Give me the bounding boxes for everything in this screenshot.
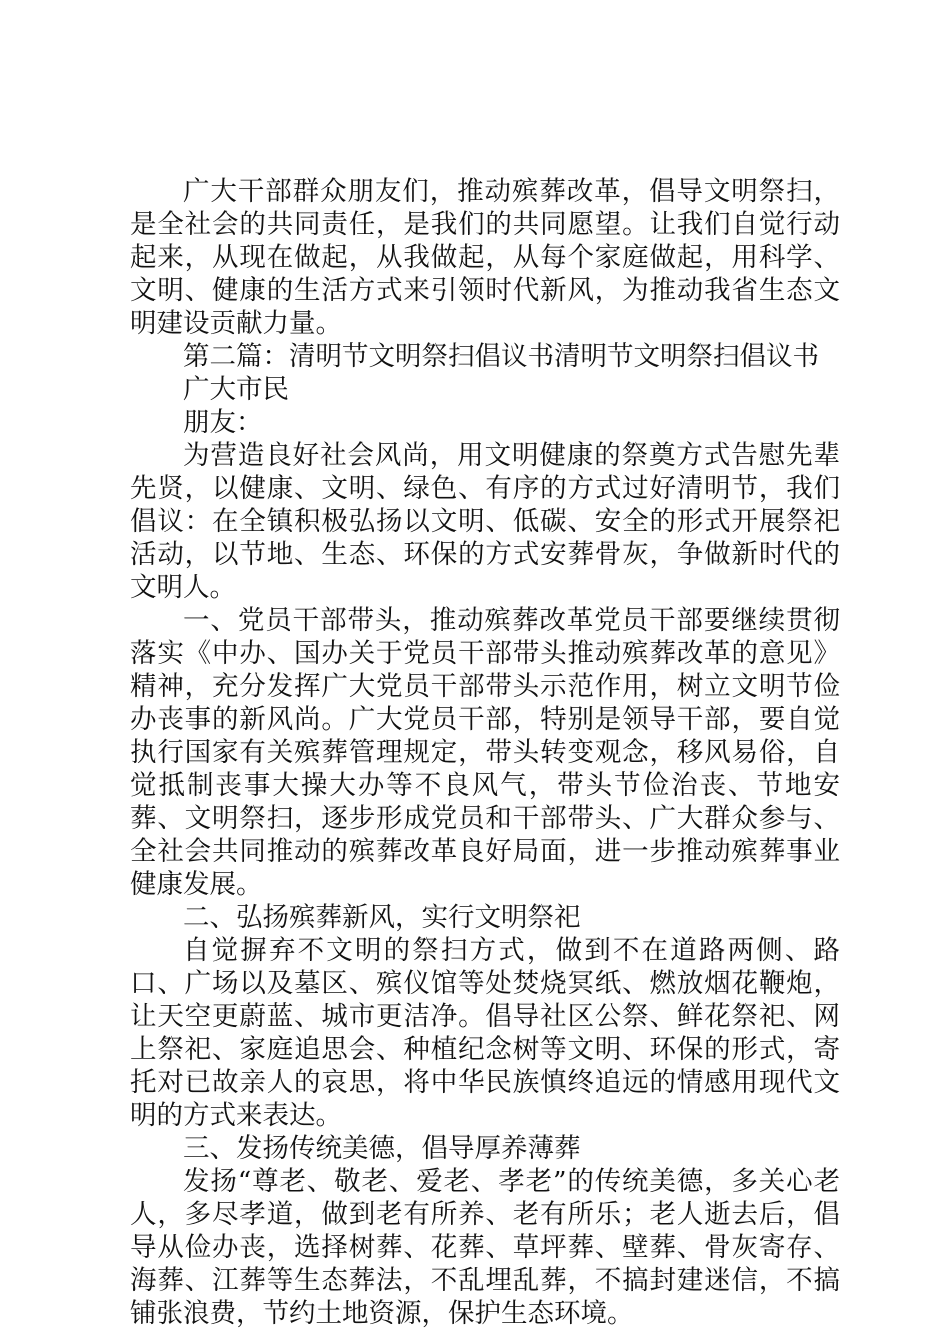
paragraph-point-two: 自觉摒弃不文明的祭扫方式，做到不在道路两侧、路口、广场以及墓区、殡仪馆等处焚烧冥纸、燃放烟花鞭炮，让天空更蔚蓝、城市更洁净。倡导社区公祭、鲜花祭祀、网上祭祀、家庭追思会、种植纪念树等文明、环保的形式，寄托对已故亲人的哀思，将中华民族慎终追远的情感用现代文明的方式来表达。 <box>130 935 840 1131</box>
salutation-line-1: 广大市民 <box>183 374 289 405</box>
paragraph-point-one: 一、党员干部带头，推动殡葬改革党员干部要继续贯彻落实《中办、国办关于党员干部带头推动殡葬改革的意见》精神，充分发挥广大党员干部带头示范作用，树立文明节俭办丧事的新风尚。广大党员干部，特别是领导干部，要自觉执行国家有关殡葬管理规定，带头转变观念，移风易俗，自觉抵制丧事大操大办等不良风气，带头节俭治丧、节地安葬、文明祭扫，逐步形成党员和干部带头、广大群众参与、全社会共同推动的殡葬改革良好局面，进一步推动殡葬事业健康发展。 <box>130 605 840 900</box>
section-heading-part-two: 第二篇：清明节文明祭扫倡议书清明节文明祭扫倡议书 <box>183 341 819 372</box>
paragraph-closing-appeal: 广大干部群众朋友们，推动殡葬改革，倡导文明祭扫，是全社会的共同责任，是我们的共同愿望。让我们自觉行动起来，从现在做起，从我做起，从每个家庭做起，用科学、文明、健康的生活方式来引领时代新风，为推动我省生态文明建设贡献力量。 <box>130 176 840 339</box>
paragraph-point-three: 发扬“尊老、敬老、爱老、孝老”的传统美德，多关心老人，多尽孝道，做到老有所养、老有所乐；老人逝去后，倡导从俭办丧，选择树葬、花葬、草坪葬、壁葬、骨灰寄存、海葬、江葬等生态葬法，不乱埋乱葬，不搞封建迷信，不搞铺张浪费，节约土地资源，保护生态环境。 <box>130 1166 840 1329</box>
paragraph-proposal-intro: 为营造良好社会风尚，用文明健康的祭奠方式告慰先辈先贤，以健康、文明、绿色、有序的方式过好清明节，我们倡议：在全镇积极弘扬以文明、低碳、安全的形式开展祭祀活动，以节地、生态、环保的方式安葬骨灰，争做新时代的文明人。 <box>130 440 840 603</box>
document-body <box>130 175 840 1330</box>
salutation-line-2: 朋友： <box>183 407 263 438</box>
heading-point-two: 二、弘扬殡葬新风，实行文明祭祀 <box>183 902 581 933</box>
heading-point-three: 三、发扬传统美德，倡导厚养薄葬 <box>183 1133 581 1164</box>
